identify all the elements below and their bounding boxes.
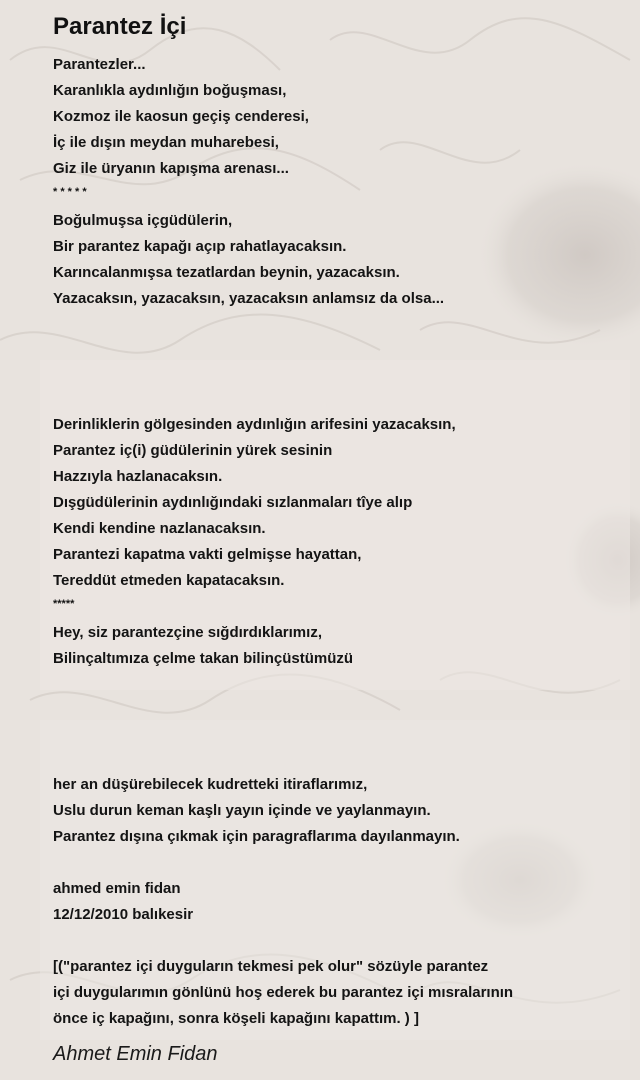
poem-line: Karanlıkla aydınlığın boğuşması, [53, 82, 287, 99]
poem-note-line: önce iç kapağını, sonra köşeli kapağını kapattım. ) ] [53, 1010, 419, 1027]
poem-note-line: içi duygularımın gönlünü hoş ederek bu parantez içi mısralarının [53, 984, 514, 1001]
poem-line: Bir parantez kapağı açıp rahatlayacaksın. [53, 238, 347, 255]
poem-note-line: [("parantez içi duyguların tekmesi pek olur" sözüyle parantez [53, 958, 489, 975]
poem-line: Yazacaksın, yazacaksın, yazacaksın anlamsız da olsa... [53, 290, 445, 307]
poem-line: Parantez dışına çıkmak için paragraflarıma dayılanmayın. [53, 828, 460, 845]
poem-line: Giz ile üryanın kapışma arenası... [53, 160, 289, 177]
poem-line: Boğulmuşsa içgüdülerin, [53, 212, 233, 229]
poem-line: Bilinçaltımıza çelme takan bilinçüstümüzü [53, 650, 354, 667]
poem-line: Uslu durun keman kaşlı yayın içinde ve yaylanmayın. [53, 802, 431, 819]
stanza-separator: * * * * * [53, 186, 87, 198]
poem-line: Derinliklerin gölgesinden aydınlığın arifesini yazacaksın, [53, 416, 456, 433]
poem-line: Hey, siz parantezçine sığdırdıklarımız, [53, 624, 322, 641]
poem-line: Kozmoz ile kaosun geçiş cenderesi, [53, 108, 309, 125]
poem-line: Karıncalanmışsa tezatlardan beynin, yazacaksın. [53, 264, 400, 281]
author-name: Ahmet Emin Fidan [53, 1043, 218, 1065]
poem-line: Tereddüt etmeden kapatacaksın. [53, 572, 285, 589]
poem-line: Hazzıyla hazlanacaksın. [53, 468, 223, 485]
poem-line: her an düşürebilecek kudretteki itiraflarımız, [53, 776, 368, 793]
signature-name: ahmed emin fidan [53, 880, 181, 897]
stanza-separator: ***** [53, 598, 75, 610]
poem-line: Dışgüdülerinin aydınlığındaki sızlanmaları tîye alıp [53, 494, 413, 511]
poem-line: İç ile dışın meydan muharebesi, [53, 134, 279, 151]
poem-line: Parantez iç(i) güdülerinin yürek sesinin [53, 442, 333, 459]
poem-line: Kendi kendine nazlanacaksın. [53, 520, 266, 537]
page-title: Parantez İçi [53, 13, 187, 40]
signature-date: 12/12/2010 balıkesir [53, 906, 194, 923]
poem-line: Parantezler... [53, 56, 146, 73]
poem-line: Parantezi kapatma vakti gelmişse hayattan, [53, 546, 362, 563]
